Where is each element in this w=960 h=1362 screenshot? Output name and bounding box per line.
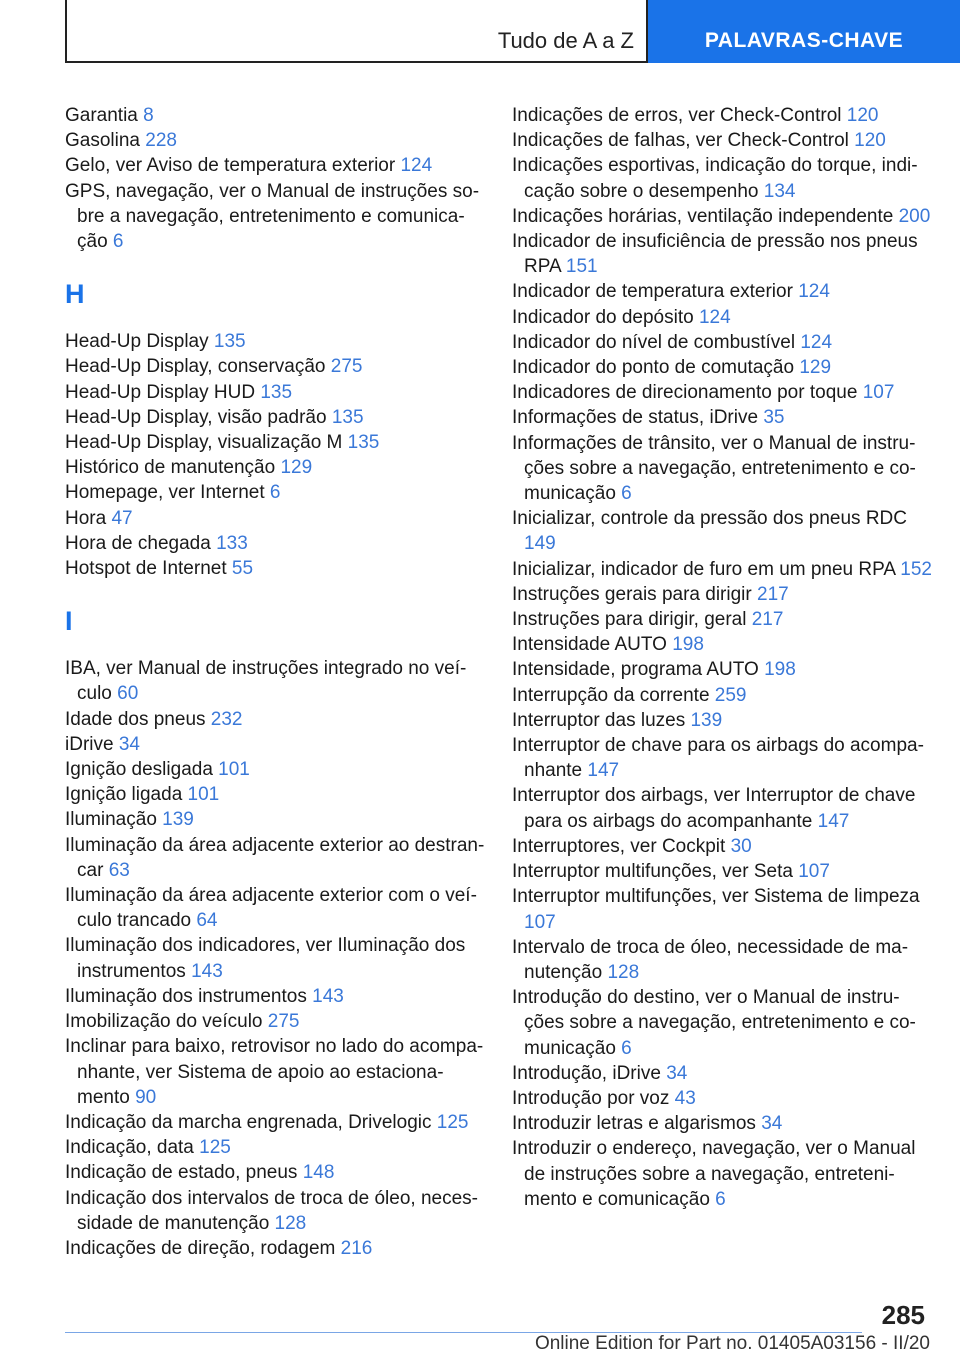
- page-reference-link[interactable]: 90: [135, 1086, 157, 1108]
- index-entry: [65, 455, 485, 480]
- index-entry-text: Gasolina: [65, 130, 140, 152]
- index-entry-text: Informações de status, iDrive: [512, 407, 759, 429]
- index-entry-text: Indicação, data: [65, 1137, 194, 1159]
- index-entry-text: Indicador de temperatura exterior: [512, 281, 793, 303]
- index-entry: [65, 128, 485, 153]
- index-entry-text: GPS, navegação, ver o Manual de instruções sobre a navegação, entretenimento e comunicação: [65, 180, 480, 253]
- index-entry-text: Inicializar, indicador de furo em um pneu RPA: [512, 558, 896, 580]
- page-reference-link[interactable]: 232: [210, 708, 243, 730]
- index-entry-text: Garantia: [65, 105, 138, 126]
- index-entry: [512, 632, 932, 657]
- page-reference-link[interactable]: 6: [112, 231, 124, 253]
- index-entry: [512, 355, 932, 380]
- index-entry-text: Indicações horárias, ventilação independente: [512, 205, 894, 227]
- index-entry-text: Idade dos pneus: [65, 708, 206, 730]
- page-reference-link[interactable]: 133: [216, 532, 248, 554]
- page-reference-link[interactable]: 139: [690, 709, 723, 731]
- index-entry: [512, 279, 932, 304]
- page-reference-link[interactable]: 151: [565, 256, 598, 278]
- page-reference-link[interactable]: 275: [267, 1011, 300, 1033]
- index-entry-text: Intensidade, programa AUTO: [512, 659, 759, 681]
- page-reference-link[interactable]: 143: [191, 960, 223, 982]
- page-reference-link[interactable]: 135: [213, 331, 246, 353]
- index-entry: [65, 1236, 485, 1261]
- index-entry: [65, 1009, 485, 1034]
- page-reference-link[interactable]: 259: [714, 684, 747, 706]
- index-entry: [512, 153, 932, 203]
- index-entry-text: Gelo, ver Aviso de temperatura exterior: [65, 155, 396, 177]
- index-entry-text: Indicador do ponto de comutação: [512, 357, 795, 379]
- index-entry: [512, 884, 932, 934]
- index-entry-text: Head-Up Display: [65, 331, 209, 353]
- index-entry: [512, 204, 932, 229]
- index-entry: [65, 757, 485, 782]
- index-entry: [512, 431, 932, 507]
- index-entry-text: Interrupção da corrente: [512, 684, 710, 706]
- index-entry-text: Introduzir letras e algarismos: [512, 1113, 756, 1135]
- index-entry-text: Intensidade AUTO: [512, 634, 667, 656]
- index-entry: [512, 405, 932, 430]
- index-entry: [512, 128, 932, 153]
- page-reference-link[interactable]: 64: [196, 910, 218, 932]
- index-entry: [65, 430, 485, 455]
- section-letter-heading: I: [65, 606, 73, 637]
- index-entry-text: Head-Up Display HUD: [65, 381, 256, 403]
- page-reference-link[interactable]: 124: [698, 306, 731, 328]
- page-reference-link[interactable]: 124: [800, 331, 833, 353]
- index-entry-text: Inclinar para baixo, retrovisor no lado do acompanhante, ver Sistema de apoio ao estacionamento: [65, 1036, 484, 1108]
- index-entry: [65, 707, 485, 732]
- index-entry: [512, 557, 932, 582]
- index-entry: [65, 807, 485, 832]
- index-entry: [65, 1135, 485, 1160]
- page-reference-link[interactable]: 107: [798, 861, 830, 883]
- index-entry: [512, 859, 932, 884]
- page-reference-link[interactable]: 198: [672, 634, 704, 656]
- index-entry-text: Histórico de manutenção: [65, 457, 276, 479]
- index-entry-text: Indicação da marcha engrenada, Drivelogic: [65, 1111, 432, 1133]
- index-entry-text: Inicializar, controle da pressão dos pneus RDC: [512, 508, 907, 530]
- index-entry: [512, 607, 932, 632]
- page-reference-link[interactable]: 125: [436, 1111, 469, 1133]
- page-reference-link[interactable]: 147: [587, 760, 620, 782]
- index-entry: [65, 103, 485, 128]
- index-entry: [512, 305, 932, 330]
- index-entry: [512, 1136, 932, 1212]
- page-reference-link[interactable]: 60: [117, 683, 139, 705]
- index-entry: [65, 380, 485, 405]
- index-entry-text: Hora: [65, 507, 107, 529]
- index-entry-text: Indicações de direção, rodagem: [65, 1237, 336, 1259]
- index-column-left: [65, 103, 485, 1261]
- page-reference-link[interactable]: 275: [330, 356, 363, 378]
- page-reference-link[interactable]: 228: [145, 130, 177, 152]
- page-reference-link[interactable]: 101: [187, 784, 220, 806]
- page-reference-link[interactable]: 120: [854, 130, 886, 152]
- index-entry: [512, 103, 932, 128]
- page-reference-link[interactable]: 148: [302, 1162, 335, 1184]
- index-entry-text: Introduzir o endereço, navegação, ver o Manual de instruções sobre a navegação, entretenimento e comunicação: [512, 1138, 916, 1210]
- page-reference-link[interactable]: 120: [846, 105, 879, 126]
- page-reference-link[interactable]: 107: [524, 911, 556, 933]
- index-entry: [65, 1186, 485, 1236]
- index-entry: [512, 330, 932, 355]
- index-entry-text: Head-Up Display, visão padrão: [65, 406, 327, 428]
- index-entry-text: Iluminação da área adjacente exterior com o veículo trancado: [65, 885, 477, 932]
- index-entry-text: Head-Up Display, visualização M: [65, 432, 343, 454]
- index-entry-text: Hora de chegada: [65, 532, 211, 554]
- index-entry-text: Head-Up Display, conservação: [65, 356, 326, 378]
- page-reference-link[interactable]: 34: [118, 733, 140, 755]
- index-entry-text: Interruptor multifunções, ver Seta: [512, 861, 793, 883]
- index-entry-text: Instruções gerais para dirigir: [512, 583, 752, 605]
- page-reference-link[interactable]: 34: [666, 1062, 688, 1084]
- page-reference-link[interactable]: 135: [260, 381, 293, 403]
- index-entry: [512, 657, 932, 682]
- page-reference-link[interactable]: 134: [763, 180, 796, 202]
- index-entry-text: Indicador de insuficiência de pressão nos pneus RPA: [512, 231, 918, 278]
- index-entry: [512, 582, 932, 607]
- page-reference-link[interactable]: 30: [730, 835, 752, 857]
- index-entry: [65, 531, 485, 556]
- index-entry: [65, 984, 485, 1009]
- index-entry-text: Instruções para dirigir, geral: [512, 609, 747, 631]
- index-entry: [65, 656, 485, 706]
- index-entry: [512, 834, 932, 859]
- index-entry-text: iDrive: [65, 733, 114, 755]
- page-reference-link[interactable]: 125: [199, 1137, 231, 1159]
- page-reference-link[interactable]: 217: [751, 609, 784, 631]
- index-entry: [65, 1160, 485, 1185]
- index-entry-text: Ignição desligada: [65, 759, 213, 781]
- index-entry-text: Introdução por voz: [512, 1087, 670, 1109]
- index-entry: [65, 732, 485, 757]
- index-entry-text: Imobilização do veículo: [65, 1011, 263, 1033]
- index-entry: [65, 354, 485, 379]
- index-entry-text: Interruptor das luzes: [512, 709, 686, 731]
- page-reference-link[interactable]: 6: [621, 483, 632, 505]
- index-entry-text: Interruptor dos airbags, ver Interruptor de chave para os airbags do acompanhante: [512, 785, 916, 832]
- index-entry: [65, 933, 485, 983]
- footer-edition-text: Online Edition for Part no. 01405A03156 - II/20: [534, 1333, 930, 1354]
- page-reference-link[interactable]: 216: [340, 1237, 373, 1259]
- index-entry: [512, 1061, 932, 1086]
- page-reference-link[interactable]: 135: [331, 406, 364, 428]
- page-reference-link[interactable]: 63: [108, 859, 130, 881]
- index-entry: [65, 833, 485, 883]
- index-entry-text: IBA, ver Manual de instruções integrado no veículo: [65, 658, 467, 705]
- page-reference-link[interactable]: 143: [312, 985, 344, 1007]
- page-reference-link[interactable]: 128: [607, 961, 640, 983]
- page-reference-link[interactable]: 147: [817, 810, 850, 832]
- index-entry-text: Interruptores, ver Cockpit: [512, 835, 726, 857]
- page-reference-link[interactable]: 124: [798, 281, 830, 303]
- index-entry: [65, 782, 485, 807]
- page-reference-link[interactable]: 129: [799, 357, 832, 379]
- index-entry-text: Interruptor multifunções, ver Sistema de limpeza: [512, 886, 920, 908]
- page-reference-link[interactable]: 129: [280, 457, 313, 479]
- index-entry: [512, 733, 932, 783]
- index-entry: [65, 1110, 485, 1135]
- header-tab-frame: [65, 0, 648, 63]
- page-reference-link[interactable]: 200: [898, 205, 931, 227]
- header-tab-label[interactable]: Tudo de A a Z: [497, 28, 634, 53]
- index-entry-text: Ignição ligada: [65, 784, 183, 806]
- page-number: 285: [881, 1300, 925, 1330]
- page-reference-link[interactable]: 43: [674, 1087, 696, 1109]
- page-reference-link[interactable]: 6: [269, 482, 281, 504]
- index-entry-text: Hotspot de Internet: [65, 558, 227, 580]
- index-entry-text: Indicador do depósito: [512, 306, 694, 328]
- index-entry: [65, 883, 485, 933]
- index-entry-text: Intervalo de troca de óleo, necessidade de manutenção: [512, 936, 909, 983]
- page-reference-link[interactable]: 152: [900, 558, 932, 580]
- page-reference-link[interactable]: 35: [763, 407, 785, 429]
- index-entry-text: Indicadores de direcionamento por toque: [512, 382, 858, 404]
- index-entry: [512, 1111, 932, 1136]
- index-entry-text: Iluminação da área adjacente exterior ao destrancar: [65, 834, 485, 881]
- page-reference-link[interactable]: 139: [162, 809, 194, 831]
- index-entry: [65, 405, 485, 430]
- page-reference-link[interactable]: 124: [400, 155, 433, 177]
- index-entry-text: Interruptor de chave para os airbags do acompanhante: [512, 735, 924, 782]
- page-reference-link[interactable]: 47: [111, 507, 133, 529]
- page-reference-link[interactable]: 8: [143, 105, 154, 126]
- section-letter-heading: H: [65, 279, 85, 310]
- index-entry-text: Iluminação: [65, 809, 157, 831]
- index-entry: [65, 480, 485, 505]
- index-entry-text: Introdução, iDrive: [512, 1062, 661, 1084]
- index-entry-text: Iluminação dos instrumentos: [65, 985, 307, 1007]
- index-entry-text: Informações de trânsito, ver o Manual de instruções sobre a navegação, entretenimento e comunicação: [512, 432, 916, 505]
- index-entry: [512, 506, 932, 556]
- page-reference-link[interactable]: 198: [764, 659, 796, 681]
- page-reference-link[interactable]: 101: [218, 759, 250, 781]
- index-entry-text: Indicação dos intervalos de troca de óleo, necessidade de manutenção: [65, 1187, 478, 1234]
- index-entry: [65, 179, 485, 255]
- index-entry: [512, 985, 932, 1061]
- index-column-right: [512, 103, 932, 1212]
- index-entry-text: Indicador do nível de combustível: [512, 331, 796, 353]
- page-reference-link[interactable]: 217: [757, 583, 789, 605]
- index-entry: [512, 935, 932, 985]
- index-entry: [65, 329, 485, 354]
- page-reference-link[interactable]: 34: [761, 1113, 783, 1135]
- page-reference-link[interactable]: 149: [524, 533, 556, 555]
- index-entry-text: Indicações de erros, ver Check-Control: [512, 105, 842, 126]
- index-entry-text: Indicações esportivas, indicação do torque, indicação sobre o desempenho: [512, 155, 918, 202]
- index-entry: [65, 556, 485, 581]
- index-entry: [512, 708, 932, 733]
- page-reference-link[interactable]: 6: [621, 1037, 632, 1059]
- index-entry: [65, 153, 485, 178]
- page-reference-link[interactable]: 135: [347, 432, 380, 454]
- page-reference-link[interactable]: 6: [715, 1188, 726, 1210]
- page-reference-link[interactable]: 128: [274, 1212, 307, 1234]
- index-entry-text: Indicação de estado, pneus: [65, 1162, 298, 1184]
- header-section-label[interactable]: PALAVRAS-CHAVE: [648, 0, 960, 63]
- index-entry-text: Homepage, ver Internet: [65, 482, 265, 504]
- index-entry: [512, 1086, 932, 1111]
- index-entry: [512, 229, 932, 279]
- page-reference-link[interactable]: 55: [231, 558, 254, 580]
- page-reference-link[interactable]: 107: [862, 382, 895, 404]
- index-entry: [65, 506, 485, 531]
- index-entry: [512, 783, 932, 833]
- index-entry-text: Indicações de falhas, ver Check-Control: [512, 130, 849, 152]
- index-entry: [512, 380, 932, 405]
- index-entry: [512, 683, 932, 708]
- index-entry-text: Introdução do destino, ver o Manual de instruções sobre a navegação, entretenimento e comunicação: [512, 987, 916, 1059]
- index-entry: [65, 1034, 485, 1110]
- index-entry-text: Iluminação dos indicadores, ver Iluminação dos instrumentos: [65, 935, 466, 982]
